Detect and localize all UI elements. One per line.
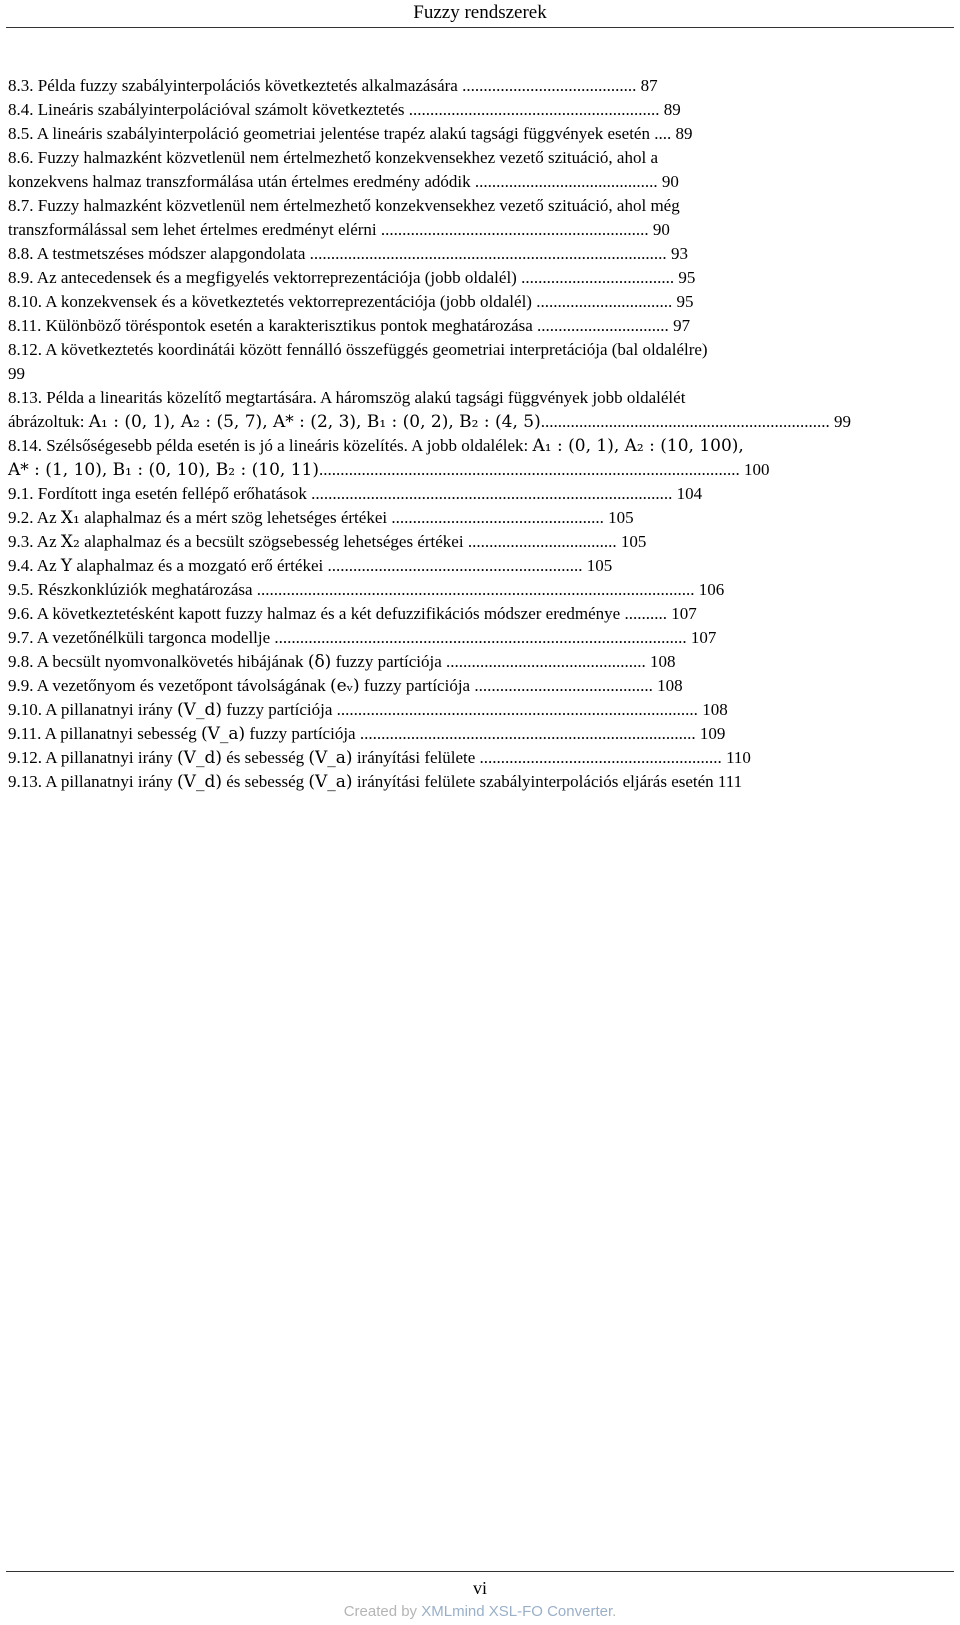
toc-entry[interactable] (8, 482, 868, 506)
toc-entry[interactable] (8, 314, 868, 338)
toc-page-number: 105 (620, 532, 647, 551)
toc-entry[interactable] (8, 146, 868, 170)
toc-entry[interactable] (8, 74, 868, 98)
toc-entry-title: 8.6. Fuzzy halmazként közvetlenül nem értelmezhető konzekvensekhez vezető szituáció, ahol a (8, 148, 658, 167)
toc-entry[interactable] (8, 386, 868, 410)
toc-page-number: 89 (663, 100, 681, 119)
toc-entry-title: 8.13. Példa a linearitás közelítő megtartására. A háromszög alakú tagsági függvények jobb oldalélét (8, 388, 686, 407)
toc-page-number: 105 (608, 508, 634, 527)
math-expression: A₁ : (0, 1), A₂ : (5, 7), A* : (2, 3), B₁ : (0, 2), B₂ : (4, 5) (88, 412, 541, 432)
toc-page-number: 90 (652, 220, 670, 239)
math-expression: Y (60, 556, 73, 576)
toc-page-number: 108 (650, 652, 676, 671)
math-expression: X₁ (60, 508, 80, 528)
page-header-title: Fuzzy rendszerek (413, 2, 547, 23)
toc-entry-title-rest: és sebesség (226, 772, 305, 791)
toc-entry-title: 8.8. A testmetszéses módszer alapgondolata .................................................................................... (8, 244, 667, 263)
toc-page-number: 99 (833, 412, 851, 431)
math-expression: A* : (1, 10), B₁ : (0, 10), B₂ : (10, 11) (8, 460, 319, 480)
toc-entry-title: 8.9. Az antecedensek és a megfigyelés vektorreprezentációja (jobb oldalél) .................................... (8, 268, 675, 287)
toc-entry[interactable] (8, 122, 868, 146)
math-expression: A₁ : (0, 1), A₂ : (10, 100), (532, 436, 744, 456)
toc-entry[interactable] (8, 626, 868, 650)
toc-entry-title-rest: fuzzy partíciója .......................................... (363, 676, 653, 695)
toc-entry-title: konzekvens halmaz transzformálása után értelmes eredmény adódik ........................................... (8, 172, 658, 191)
credit-text-end: . (612, 1603, 617, 1620)
toc-entry-continued[interactable] (8, 362, 868, 386)
toc-entry[interactable] (8, 98, 868, 122)
math-expression: (V_d) (177, 700, 222, 720)
toc-entry-title: 9.1. Fordított inga esetén fellépő erőhatások ..................................................................................... (8, 484, 673, 503)
toc-entry[interactable] (8, 674, 868, 698)
toc-page-number: 104 (676, 484, 703, 503)
page-number: vi (472, 1578, 487, 1598)
toc-entry[interactable] (8, 338, 868, 362)
toc-page-number: 95 (678, 268, 696, 287)
toc-page-number: 108 (657, 676, 683, 695)
toc-page-number: 89 (675, 124, 693, 143)
toc-entry-title: 9.8. A becsült nyomvonalkövetés hibájának (8, 652, 304, 671)
toc-page-number: 106 (698, 580, 725, 599)
math-expression: (V_d) (177, 748, 222, 768)
toc-entry-title: 8.11. Különböző töréspontok esetén a karakterisztikus pontok meghatározása ............................... (8, 316, 669, 335)
toc-entry[interactable] (8, 242, 868, 266)
toc-entry-continued[interactable] (8, 410, 868, 434)
toc-entry[interactable] (8, 194, 868, 218)
toc-entry-title: 9.12. A pillanatnyi irány (8, 748, 173, 767)
toc-entry-title: 8.7. Fuzzy halmazként közvetlenül nem értelmezhető konzekvensekhez vezető szituáció, ahol még (8, 196, 680, 215)
footer-rule (6, 1571, 954, 1572)
toc-entry-title: 8.3. Példa fuzzy szabályinterpolációs következtetés alkalmazására ......................................... (8, 76, 637, 95)
toc-page-number: 107 (690, 628, 717, 647)
toc-entry[interactable] (8, 770, 868, 794)
toc-entry-title: 9.13. A pillanatnyi irány (8, 772, 173, 791)
math-expression: (V_a) (308, 748, 353, 768)
toc-entry[interactable] (8, 746, 868, 770)
toc-entry-continued[interactable] (8, 218, 868, 242)
toc-entry-title: 8.5. A lineáris szabályinterpoláció geometriai jelentése trapéz alakú tagsági függvények esetén .... (8, 124, 672, 143)
toc-entry-title-rest: alaphalmaz és a becsült szögsebesség lehetséges értékei ................................... (84, 532, 617, 551)
toc-entry[interactable] (8, 578, 868, 602)
toc-entry-title-rest: irányítási felülete szabályinterpolációs eljárás esetén (356, 772, 714, 791)
toc-entry-title: 8.14. Szélsőségesebb példa esetén is jó a lineáris közelítés. A jobb oldalélek: (8, 436, 529, 455)
toc-page-number: 99 (8, 364, 25, 383)
math-expression: (V_a) (200, 724, 246, 744)
math-expression: X₂ (60, 532, 80, 552)
toc-page-number: 95 (676, 292, 694, 311)
converter-credit (0, 1603, 960, 1620)
toc-entry[interactable] (8, 506, 868, 530)
toc-entry-title: 8.10. A konzekvensek és a következtetés vektorreprezentációja (jobb oldalél) ................................ (8, 292, 673, 311)
toc-entry[interactable] (8, 554, 868, 578)
toc-entry-title: 9.4. Az (8, 556, 57, 575)
toc-entry-title-rest: irányítási felülete ......................................................... (356, 748, 722, 767)
toc-page-number: 90 (661, 172, 679, 191)
toc-entry[interactable] (8, 266, 868, 290)
toc-page-number: 93 (670, 244, 688, 263)
toc-page-number: 110 (726, 748, 751, 767)
toc-entry-title: ábrázoltuk: (8, 412, 85, 431)
toc-entry[interactable] (8, 434, 868, 458)
toc-entry[interactable] (8, 698, 868, 722)
math-expression: (V_a) (308, 772, 353, 792)
toc-page-number: 107 (671, 604, 697, 623)
toc-entry-title: 9.11. A pillanatnyi sebesség (8, 724, 197, 743)
toc-page-number: 109 (699, 724, 726, 743)
leader-dots: ................................................................................................... (319, 460, 740, 479)
toc-entry-title-rest: alaphalmaz és a mozgató erő értékei ............................................................ (76, 556, 583, 575)
toc-entry-title: 9.10. A pillanatnyi irány (8, 700, 173, 719)
toc-page-number: 111 (717, 772, 743, 791)
toc-entry[interactable] (8, 650, 868, 674)
toc-entry-continued[interactable] (8, 458, 868, 482)
math-expression: (V_d) (177, 772, 222, 792)
toc-entry-title-rest: fuzzy partíciója ............................................................................... (249, 724, 696, 743)
toc-entry-title: transzformálással sem lehet értelmes eredményt elérni ............................................................... (8, 220, 649, 239)
toc-page-number: 87 (640, 76, 658, 95)
toc-entry-title: 9.9. A vezetőnyom és vezetőpont távolságának (8, 676, 326, 695)
toc-entry-title-rest: alaphalmaz és a mért szög lehetséges értékei .................................................. (84, 508, 604, 527)
math-expression: (eᵥ) (329, 676, 360, 696)
toc-page-number: 105 (586, 556, 613, 575)
toc-entry-title-rest: fuzzy partíciója ............................................... (335, 652, 646, 671)
toc-entry-title: 9.5. Részkonklúziók meghatározása ....................................................................................................... (8, 580, 695, 599)
toc-entry-title: 9.6. A következtetésként kapott fuzzy halmaz és a két defuzzifikációs módszer eredménye .......... (8, 604, 667, 623)
toc-entry-title: 9.2. Az (8, 508, 57, 527)
header-rule (6, 27, 954, 28)
toc-entry[interactable] (8, 290, 868, 314)
toc-page-number: 97 (673, 316, 691, 335)
toc-entry[interactable] (8, 530, 868, 554)
credit-link[interactable]: XMLmind XSL-FO Converter (421, 1603, 613, 1620)
toc-entry-title: 9.3. Az (8, 532, 57, 551)
toc-entry-title-rest: és sebesség (226, 748, 305, 767)
list-of-figures (8, 74, 868, 794)
toc-entry[interactable] (8, 602, 868, 626)
toc-entry[interactable] (8, 722, 868, 746)
leader-dots: .................................................................... (540, 412, 830, 431)
toc-entry-continued[interactable] (8, 170, 868, 194)
toc-page-number: 100 (744, 460, 770, 479)
toc-entry-title-rest: fuzzy partíciója ..................................................................................... (226, 700, 698, 719)
toc-page-number: 108 (702, 700, 728, 719)
toc-entry-title: 9.7. A vezetőnélküli targonca modellje ................................................................................................. (8, 628, 687, 647)
credit-text: Created by (343, 1603, 422, 1620)
toc-entry-title: 8.12. A következtetés koordinátái között fennálló összefüggés geometriai interpretációja (bal oldalélre) (8, 340, 708, 359)
toc-entry-title: 8.4. Lineáris szabályinterpolációval számolt következtetés ........................................................... (8, 100, 660, 119)
math-expression: (δ) (307, 652, 332, 672)
